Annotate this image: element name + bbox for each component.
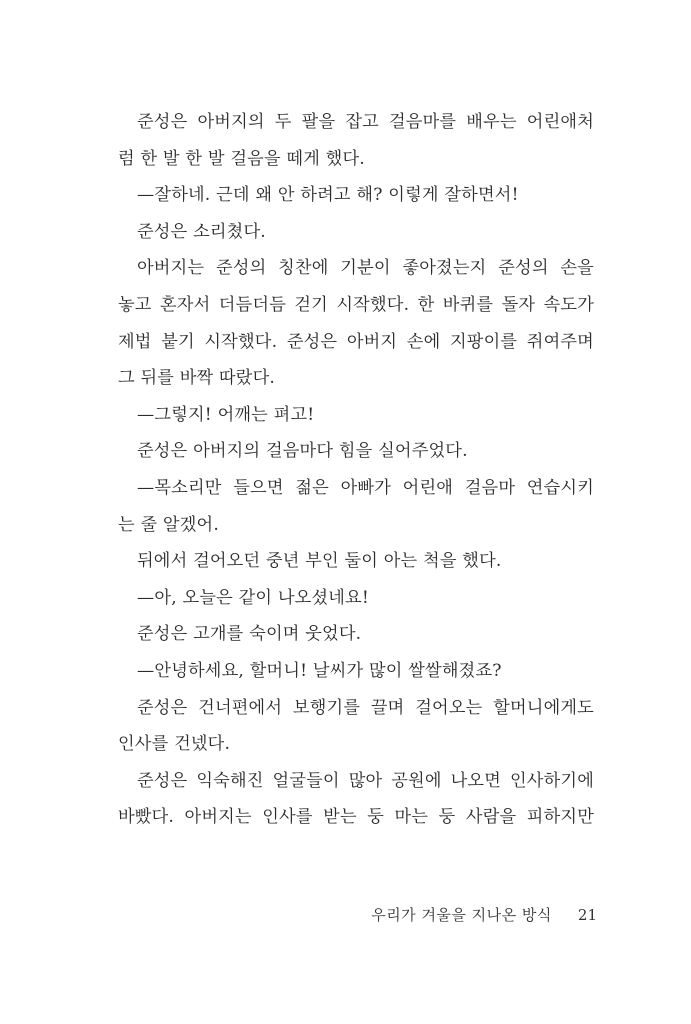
body-text (118, 104, 594, 836)
text-line: 준성은 고개를 숙이며 웃었다. (137, 624, 362, 645)
text-line: 놓고 혼자서 더듬더듬 걷기 시작했다. 한 바퀴를 돌자 속도가 (118, 294, 594, 315)
text-line: 제법 붙기 시작했다. 준성은 아버지 손에 지팡이를 쥐여주며 (118, 331, 594, 352)
dialogue-line: —안녕하세요, 할머니! 날씨가 많이 쌀쌀해졌죠? (137, 660, 502, 681)
dialogue-line: —목소리만 들으면 젊은 아빠가 어린애 걸음마 연습시키 (137, 477, 594, 498)
running-title: 우리가 겨울을 지나온 방식 (371, 906, 552, 924)
text-line: 준성은 소리쳤다. (137, 221, 266, 242)
text-line: 준성은 아버지의 두 팔을 잡고 걸음마를 배우는 어린애처 (137, 112, 594, 132)
text-line: 준성은 익숙해진 얼굴들이 많아 공원에 나오면 인사하기에 (137, 770, 594, 791)
text-line: 뒤에서 걸어오던 중년 부인 둘이 아는 척을 했다. (137, 551, 502, 572)
text-line: 럼 한 발 한 발 걸음을 떼게 했다. (118, 148, 365, 169)
text-line: 아버지는 준성의 칭찬에 기분이 좋아졌는지 준성의 손을 (137, 258, 594, 279)
page-number: 21 (577, 906, 597, 924)
text-line: 는 줄 알겠어. (118, 514, 220, 535)
dialogue-line: —그렇지! 어깨는 펴고! (137, 404, 315, 425)
page-footer (371, 904, 597, 925)
text-line: 그 뒤를 바짝 따랐다. (118, 368, 276, 389)
dialogue-line: —잘하네. 근데 왜 안 하려고 해? 이렇게 잘하면서! (137, 185, 519, 206)
text-line: 바빴다. 아버지는 인사를 받는 둥 마는 둥 사람을 피하지만 (118, 807, 594, 828)
dialogue-line: —아, 오늘은 같이 나오셨네요! (137, 587, 369, 608)
text-line: 준성은 아버지의 걸음마다 힘을 실어주었다. (137, 441, 468, 462)
text-line: 인사를 건넸다. (118, 734, 231, 755)
text-line: 준성은 건너편에서 보행기를 끌며 걸어오는 할머니에게도 (137, 697, 594, 718)
